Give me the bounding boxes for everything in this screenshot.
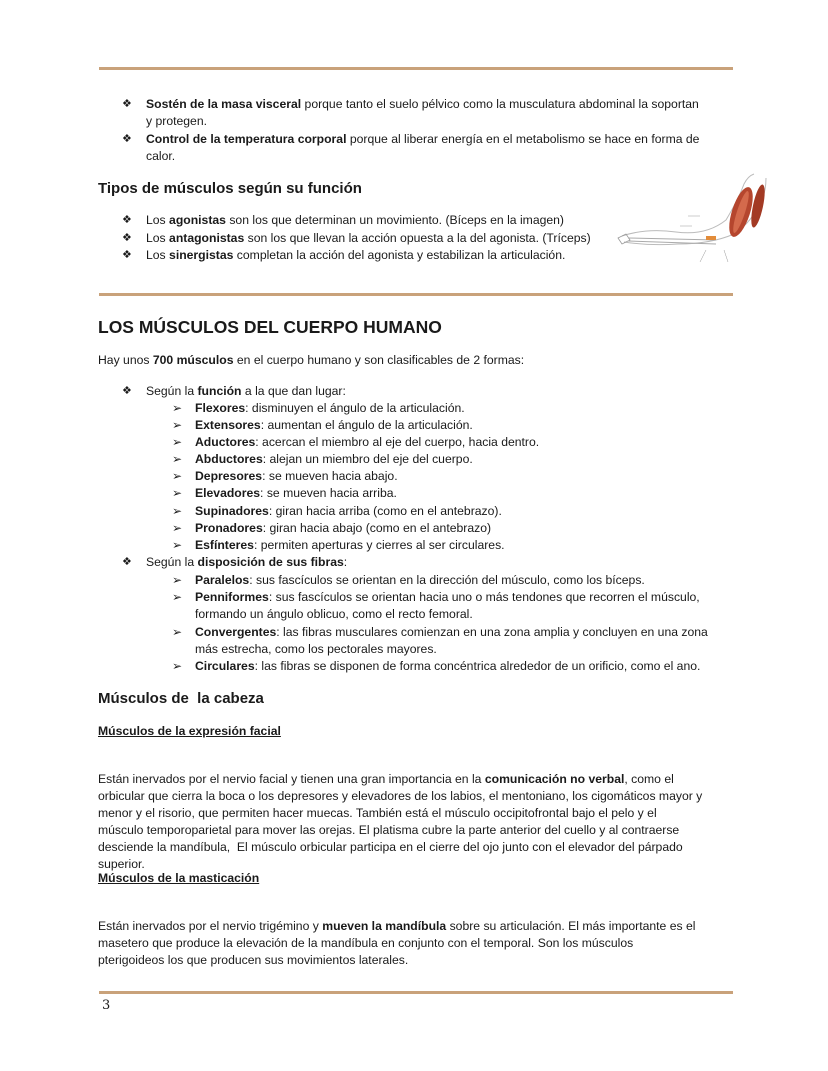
header-rule xyxy=(99,67,733,70)
list-item: Penniformes: sus fascículos se orientan hacia uno o más tendones que recorren el músculo, formando un ángulo oblicuo, como el recto femoral. xyxy=(195,590,700,621)
list-item: Sostén de la masa visceral porque tanto el suelo pélvico como la musculatura abdominal la soportan y protegen. xyxy=(146,97,699,128)
arrow-icon: ➢ xyxy=(172,401,183,415)
subsection-title: Músculos de la expresión facial xyxy=(98,724,281,738)
list-item: Extensores: aumentan el ángulo de la articulación. xyxy=(195,418,473,432)
footer-rule xyxy=(99,991,733,994)
arrow-icon: ➢ xyxy=(172,435,183,449)
list-item: Aductores: acercan el miembro al eje del cuerpo, hacia dentro. xyxy=(195,435,540,449)
list-item: Convergentes: las fibras musculares comienzan en una zona amplia y concluyen en una zona más estrecha, como los pectorales mayores. xyxy=(195,625,708,656)
facial-paragraph: Están inervados por el nervio facial y tienen una gran importancia en la comunicación no verbal, como el orbicular que cierra la boca o los depresores y elevadores de los labios, el mentoniano, los cigomáticos mayor y menor y el risorio, que permiten hacer muecas. También está el músculo occipitofrontal bajo el pelo y el músculo temporoparietal para mover las orejas. El platisma cubre la parte anterior del cuello y al contraerse desciende la mandíbula, El músculo orbicular participa en el cierre del ojo junto con el elevador del párpado superior. xyxy=(98,772,703,871)
list-item: Circulares: las fibras se disponen de forma concéntrica alrededor de un orificio, como el ano. xyxy=(195,659,701,673)
arrow-icon: ➢ xyxy=(172,452,183,466)
list-item: Los sinergistas completan la acción del agonista y estabilizan la articulación. xyxy=(146,248,566,262)
subsection-title: Músculos de la masticación xyxy=(98,871,260,885)
page-title: LOS MÚSCULOS DEL CUERPO HUMANO xyxy=(98,317,442,337)
bullet-icon: ❖ xyxy=(122,232,132,244)
bullet-icon: ❖ xyxy=(122,385,132,397)
list-item: Según la disposición de sus fibras: xyxy=(146,555,348,569)
arrow-icon: ➢ xyxy=(172,659,183,673)
section-heading: Músculos de la cabeza xyxy=(98,690,264,707)
bullet-icon: ❖ xyxy=(122,98,132,110)
bullet-icon: ❖ xyxy=(122,214,132,226)
list-item: Los antagonistas son los que llevan la acción opuesta a la del agonista. (Tríceps) xyxy=(146,231,591,245)
intro-paragraph: Hay unos 700 músculos en el cuerpo humano y son clasificables de 2 formas: xyxy=(98,353,525,367)
arrow-icon: ➢ xyxy=(172,418,183,432)
arrow-icon: ➢ xyxy=(172,486,183,500)
bullet-icon: ❖ xyxy=(122,133,132,145)
arrow-icon: ➢ xyxy=(172,625,183,639)
list-item: Según la función a la que dan lugar: xyxy=(146,384,346,398)
section-rule xyxy=(99,293,733,296)
page-number: 3 xyxy=(102,998,111,1013)
list-item: Paralelos: sus fascículos se orientan en la dirección del músculo, como los bíceps. xyxy=(195,573,645,587)
section-heading: Tipos de músculos según su función xyxy=(98,180,362,197)
list-item: Esfínteres: permiten aperturas y cierres al ser circulares. xyxy=(195,538,505,552)
arm-muscle-illustration xyxy=(616,170,770,270)
arrow-icon: ➢ xyxy=(172,538,183,552)
list-item: Elevadores: se mueven hacia arriba. xyxy=(195,486,397,500)
arrow-icon: ➢ xyxy=(172,504,183,518)
bullet-icon: ❖ xyxy=(122,249,132,261)
arrow-icon: ➢ xyxy=(172,469,183,483)
list-item: Control de la temperatura corporal porque al liberar energía en el metabolismo se hace en forma de calor. xyxy=(146,132,700,163)
list-item: Depresores: se mueven hacia abajo. xyxy=(195,469,398,483)
list-item: Pronadores: giran hacia abajo (como en el antebrazo) xyxy=(195,521,492,535)
list-item: Abductores: alejan un miembro del eje del cuerpo. xyxy=(195,452,473,466)
bullet-icon: ❖ xyxy=(122,556,132,568)
arrow-icon: ➢ xyxy=(172,521,183,535)
list-item: Los agonistas son los que determinan un movimiento. (Bíceps en la imagen) xyxy=(146,213,564,227)
arrow-icon: ➢ xyxy=(172,590,183,604)
list-item: Flexores: disminuyen el ángulo de la articulación. xyxy=(195,401,465,415)
list-item: Supinadores: giran hacia arriba (como en el antebrazo). xyxy=(195,504,502,518)
masticacion-paragraph: Están inervados por el nervio trigémino y mueven la mandíbula sobre su articulación. El más importante es el masetero que produce la elevación de la mandíbula en conjunto con el temporal. Son los músculos pterigoideos los que producen sus movimientos laterales. xyxy=(98,919,696,967)
arrow-icon: ➢ xyxy=(172,573,183,587)
